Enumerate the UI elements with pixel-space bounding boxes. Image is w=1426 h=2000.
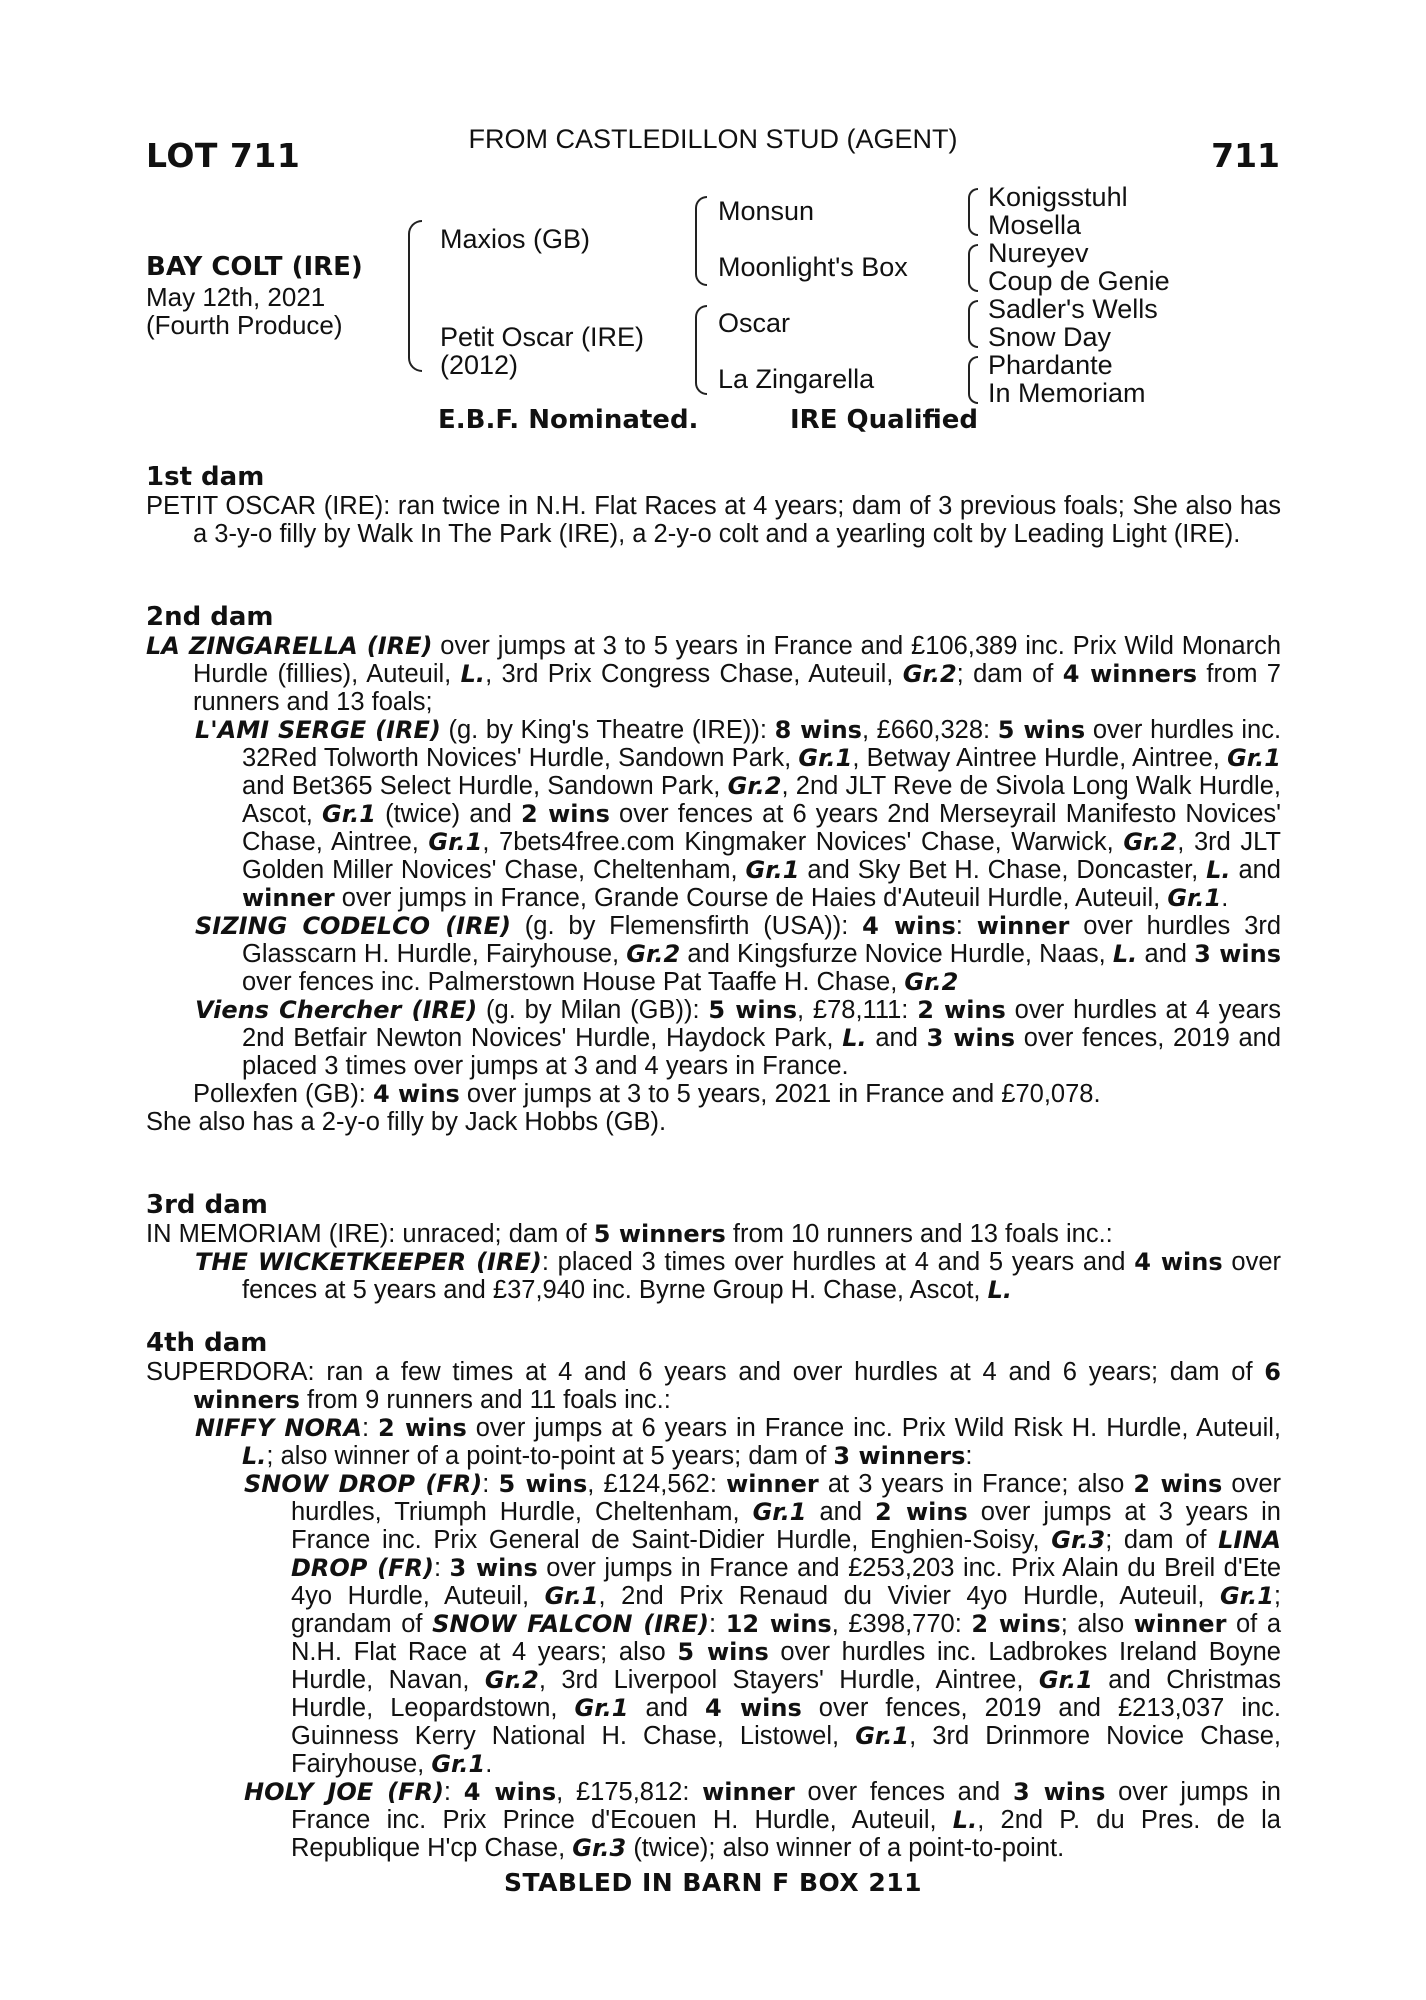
text-segment: over jumps at 6 years in France inc. Prix Wild Risk H. Hurdle, Auteuil, — [466, 1414, 1282, 1442]
bold-text: 2 wins — [875, 1498, 968, 1526]
text-segment: SUPERDORA: ran a few times at 4 and 6 years and over hurdles at 4 and 6 years; dam of — [146, 1358, 1265, 1386]
lot-number: 711 — [1211, 136, 1280, 175]
grade-text: Gr.2 — [727, 772, 782, 800]
text-segment: over fences and — [794, 1778, 1013, 1806]
first-dam-heading: 1st dam — [146, 462, 265, 492]
bold-text: winner — [1133, 1610, 1227, 1638]
ire-qualified: IRE Qualified — [790, 405, 979, 435]
pedigree-brace-g2 — [968, 244, 978, 292]
third-dam-heading: 3rd dam — [146, 1190, 268, 1220]
bold-text: 3 wins — [926, 1024, 1016, 1052]
text-segment: and Kingsfurze Novice Hurdle, Naas, — [680, 940, 1113, 968]
text-segment: : — [433, 1554, 450, 1582]
text-segment: from 7 runners and 13 foals; — [193, 660, 1281, 716]
bold-text: 4 wins — [705, 1694, 802, 1722]
text-segment: (g. by Milan (GB)): — [477, 996, 709, 1024]
text-segment: : — [361, 1414, 379, 1442]
bold-text: 4 wins — [372, 1080, 460, 1108]
text-segment: : — [709, 1610, 726, 1638]
bold-text: 6 winners — [193, 1358, 1281, 1414]
pedigree-brace-g3 — [968, 300, 978, 348]
bold-text: 12 wins — [725, 1610, 832, 1638]
text-segment: and Sky Bet H. Chase, Doncaster, — [799, 856, 1207, 884]
grade-text: Gr.3 — [1051, 1526, 1106, 1554]
horse-name-text: L'AMI SERGE (IRE) — [195, 716, 441, 744]
horse-name-text: HOLY JOE (FR) — [244, 1778, 444, 1806]
bold-text: 2 wins — [1133, 1470, 1223, 1498]
horse-name-text: SNOW DROP (FR) — [244, 1470, 483, 1498]
niffy-nora-entry — [146, 1414, 1281, 1470]
grade-text: L. — [460, 660, 486, 688]
text-segment: , 3rd Drinmore Novice Chase, Fairyhouse, — [291, 1722, 1281, 1778]
ebf-nominated: E.B.F. Nominated. — [438, 405, 699, 435]
bold-text: winner — [726, 1470, 819, 1498]
pedigree-g7: Phardante — [988, 350, 1113, 380]
text-segment: : — [955, 912, 977, 940]
holy-joe-entry — [146, 1778, 1281, 1862]
bold-text: 3 winners — [833, 1442, 966, 1470]
text-segment: over jumps at 3 to 5 years, 2021 in France and £70,078. — [459, 1080, 1101, 1108]
text-segment: , 7bets4free.com Kingmaker Novices' Chase, Warwick, — [482, 828, 1124, 856]
grade-text: L. — [242, 1442, 267, 1470]
in-memoriam-entry — [146, 1220, 1281, 1248]
bold-text: 4 winners — [1062, 660, 1198, 688]
fourth-dam-section — [146, 1358, 1281, 1862]
text-segment: from 10 runners and 13 foals inc.: — [725, 1220, 1113, 1248]
text-segment: Pollexfen (GB): — [193, 1080, 373, 1108]
horse-name-text: NIFFY NORA — [195, 1414, 362, 1442]
grade-text: Gr.2 — [626, 940, 681, 968]
fourth-dam-heading: 4th dam — [146, 1328, 268, 1358]
text-segment: : — [965, 1442, 973, 1470]
bold-text: 2 wins — [521, 800, 610, 828]
grade-text: Gr.3 — [572, 1834, 627, 1862]
text-segment: over fences inc. Palmerstown House Pat Taaffe H. Chase, — [242, 968, 905, 996]
pedigree-sire: Maxios (GB) — [440, 224, 591, 254]
text-segment: and — [628, 1694, 706, 1722]
grade-text: Gr.1 — [752, 1498, 807, 1526]
text-segment: over hurdles 3rd Glasscarn H. Hurdle, Fairyhouse, — [242, 912, 1282, 968]
grade-text: L. — [842, 1024, 867, 1052]
horse-produce: (Fourth Produce) — [146, 310, 343, 340]
text-segment: and Christmas Hurdle, Leopardstown, — [291, 1666, 1281, 1722]
text-segment: and — [1230, 856, 1281, 884]
text-segment: , Betway Aintree Hurdle, Aintree, — [852, 744, 1228, 772]
third-dam-section — [146, 1220, 1281, 1304]
bold-text: 5 wins — [708, 996, 797, 1024]
second-dam-section — [146, 632, 1281, 1136]
grade-text: Gr.2 — [484, 1666, 539, 1694]
bold-text: 4 wins — [463, 1778, 557, 1806]
grade-text: Gr.1 — [544, 1582, 599, 1610]
text-segment: of a N.H. Flat Race at 4 years; also — [291, 1610, 1282, 1666]
grade-text: L. — [987, 1276, 1013, 1304]
text-segment: , £124,562: — [587, 1470, 727, 1498]
text-segment: (g. by Flemensfirth (USA)): — [510, 912, 863, 940]
pollexfen-entry — [146, 1080, 1281, 1108]
horse-name-text: Viens Chercher (IRE) — [195, 996, 478, 1024]
la-zingarella-entry — [146, 632, 1281, 716]
grade-text: Gr.1 — [1038, 1666, 1093, 1694]
grade-text: Gr.1 — [431, 1750, 486, 1778]
horse-name-text: LA ZINGARELLA (IRE) — [146, 632, 433, 660]
text-segment: and Bet365 Select Hurdle, Sandown Park, — [242, 772, 728, 800]
pedigree-g3: Nureyev — [988, 238, 1089, 268]
wicketkeeper-entry — [146, 1248, 1281, 1304]
text-segment: (twice); also winner of a point-to-point. — [626, 1834, 1065, 1862]
bold-text: 5 winners — [593, 1220, 726, 1248]
pedigree-dam-year: (2012) — [440, 350, 519, 380]
text-segment: over fences at 5 years and £37,940 inc. Byrne Group H. Chase, Ascot, — [242, 1248, 1281, 1304]
bold-text: 4 wins — [862, 912, 956, 940]
bold-text: 3 wins — [449, 1554, 538, 1582]
text-segment: , 2nd Prix Renaud du Vivier 4yo Hurdle, Auteuil, — [598, 1582, 1220, 1610]
text-segment: over jumps at 3 to 5 years in France and £106,389 inc. Prix Wild Monarch Hurdle (fillies), Auteuil, — [193, 632, 1282, 688]
second-dam-also — [146, 1108, 1281, 1136]
pedigree-brace-g4 — [968, 356, 978, 404]
text-segment: and — [866, 1024, 927, 1052]
pedigree-brace-dam — [695, 305, 707, 395]
horse-name-text: SIZING CODELCO (IRE) — [195, 912, 511, 940]
text-segment: over fences, 2019 and placed 3 times over jumps at 3 and 4 years in France. — [242, 1024, 1282, 1080]
grade-text: Gr.2 — [904, 968, 959, 996]
pedigree-g6: Snow Day — [988, 322, 1112, 352]
grade-text: Gr.1 — [322, 800, 376, 828]
bold-text: winner — [242, 884, 335, 912]
grade-text: Gr.1 — [1167, 884, 1222, 912]
text-segment: , £398,770: — [831, 1610, 972, 1638]
bold-text: 3 wins — [1194, 940, 1282, 968]
text-segment: over hurdles inc. Ladbrokes Ireland Boyne Hurdle, Navan, — [291, 1638, 1281, 1694]
bold-text: winner — [702, 1778, 795, 1806]
sizing-codelco-entry — [146, 912, 1281, 996]
snow-drop-entry — [146, 1470, 1281, 1778]
text-segment: She also has a 2-y-o filly by Jack Hobbs (GB). — [146, 1108, 667, 1136]
horse-dob: May 12th, 2021 — [146, 282, 326, 312]
text-segment: , £78,111: — [797, 996, 918, 1024]
bold-text: 2 wins — [917, 996, 1006, 1024]
pedigree-dam: Petit Oscar (IRE) — [440, 322, 645, 352]
lami-serge-entry — [146, 716, 1281, 912]
text-segment: ; also — [1060, 1610, 1134, 1638]
grade-text: Gr.1 — [1219, 1582, 1274, 1610]
stabled-location: STABLED IN BARN F BOX 211 — [503, 1868, 923, 1897]
pedigree-dam-dam: La Zingarella — [718, 364, 875, 394]
text-segment: ; also winner of a point-to-point at 5 years; dam of — [266, 1442, 834, 1470]
grade-text: L. — [952, 1806, 978, 1834]
text-segment: , 2nd P. du Pres. de la Republique H'cp Chase, — [291, 1806, 1281, 1862]
pedigree-g4: Coup de Genie — [988, 266, 1170, 296]
text-segment: from 9 runners and 11 foals inc.: — [299, 1386, 671, 1414]
second-dam-heading: 2nd dam — [146, 602, 274, 632]
text-segment: over jumps in France and £253,203 inc. Prix Alain du Breil d'Ete 4yo Hurdle, Auteuil, — [291, 1554, 1281, 1610]
pedigree-sire-sire: Monsun — [718, 196, 815, 226]
text-segment: (twice) and — [375, 800, 522, 828]
grade-text: Gr.2 — [902, 660, 957, 688]
pedigree-dam-sire: Oscar — [718, 308, 791, 338]
pedigree-g2: Mosella — [988, 210, 1082, 240]
consignor: FROM CASTLEDILLON STUD (AGENT) — [468, 124, 958, 154]
text-segment: , 3rd Prix Congress Chase, Auteuil, — [485, 660, 903, 688]
bold-text: 5 wins — [677, 1638, 769, 1666]
grade-text: Gr.1 — [574, 1694, 629, 1722]
grade-text: Gr.1 — [1227, 744, 1281, 772]
grade-text: Gr.1 — [798, 744, 853, 772]
text-segment: over hurdles at 4 years 2nd Betfair Newton Novices' Hurdle, Haydock Park, — [242, 996, 1282, 1052]
superdora-entry — [146, 1358, 1281, 1414]
first-dam-section — [146, 492, 1281, 548]
text-segment: : — [482, 1470, 499, 1498]
horse-name-text: SNOW FALCON (IRE) — [432, 1610, 710, 1638]
pedigree-sire-dam: Moonlight's Box — [718, 252, 908, 282]
bold-text: 3 wins — [1012, 1778, 1106, 1806]
text-segment: , 3rd Liverpool Stayers' Hurdle, Aintree, — [538, 1666, 1039, 1694]
text-segment: ; dam of — [1105, 1526, 1219, 1554]
viens-chercher-entry — [146, 996, 1281, 1080]
bold-text: winner — [976, 912, 1070, 940]
grade-text: Gr.1 — [745, 856, 800, 884]
bold-text: 8 wins — [774, 716, 862, 744]
text-segment: , £660,328: — [861, 716, 998, 744]
text-segment: . — [485, 1750, 493, 1778]
text-segment: ; grandam of — [291, 1582, 1281, 1638]
text-segment: over jumps at 3 years in France inc. Prix General de Saint-Didier Hurdle, Enghien-Soisy, — [291, 1498, 1281, 1554]
bold-text: 5 wins — [997, 716, 1086, 744]
text-segment: : — [443, 1778, 464, 1806]
text-segment: , £175,812: — [556, 1778, 703, 1806]
bold-text: 2 wins — [378, 1414, 467, 1442]
grade-text: Gr.1 — [855, 1722, 910, 1750]
text-segment: and — [1137, 940, 1195, 968]
text-segment: over jumps in France inc. Prix Prince d'Ecouen H. Hurdle, Auteuil, — [291, 1778, 1281, 1834]
text-segment: . — [1221, 884, 1229, 912]
lot-label: LOT 711 — [146, 136, 301, 175]
text-segment: : placed 3 times over hurdles at 4 and 5 years and — [541, 1248, 1135, 1276]
text-segment: over hurdles, Triumph Hurdle, Cheltenham, — [291, 1470, 1281, 1526]
text-segment: (g. by King's Theatre (IRE)): — [440, 716, 775, 744]
horse-name: BAY COLT (IRE) — [146, 252, 363, 282]
text-segment: over jumps in France, Grande Course de Haies d'Auteuil Hurdle, Auteuil, — [334, 884, 1168, 912]
text-segment: , 3rd JLT Golden Miller Novices' Chase, Cheltenham, — [242, 828, 1281, 884]
grade-text: Gr.1 — [428, 828, 483, 856]
pedigree-brace-sire — [695, 196, 707, 286]
pedigree-brace-g1 — [968, 188, 978, 236]
pedigree-brace-main — [408, 220, 422, 372]
text-segment: over fences at 6 years 2nd Merseyrail Manifesto Novices' Chase, Aintree, — [242, 800, 1281, 856]
grade-text: Gr.2 — [1123, 828, 1178, 856]
text-segment: IN MEMORIAM (IRE): unraced; dam of — [146, 1220, 594, 1248]
text-segment: ; dam of — [956, 660, 1063, 688]
bold-text: 2 wins — [971, 1610, 1061, 1638]
horse-name-text: LINA DROP (FR) — [291, 1526, 1281, 1582]
bold-text: 5 wins — [498, 1470, 588, 1498]
text-segment: at 3 years in France; also — [818, 1470, 1134, 1498]
text-segment: over fences, 2019 and £213,037 inc. Guinness Kerry National H. Chase, Listowel, — [291, 1694, 1282, 1750]
text-segment: , 2nd JLT Reve de Sivola Long Walk Hurdle, Ascot, — [242, 772, 1281, 828]
first-dam-text: PETIT OSCAR (IRE): ran twice in N.H. Flat Races at 4 years; dam of 3 previous foals; She also has a 3-y-o filly by Walk In The Park (IRE), a 2-y-o colt and a yearling colt by Leading Light (IRE). — [146, 492, 1281, 548]
text-segment: and — [806, 1498, 876, 1526]
pedigree-g8: In Memoriam — [988, 378, 1146, 408]
pedigree-g1: Konigsstuhl — [988, 182, 1128, 212]
text-segment: over hurdles inc. 32Red Tolworth Novices' Hurdle, Sandown Park, — [242, 716, 1282, 772]
horse-name-text: THE WICKETKEEPER (IRE) — [195, 1248, 542, 1276]
grade-text: L. — [1112, 940, 1138, 968]
bold-text: 4 wins — [1134, 1248, 1223, 1276]
grade-text: L. — [1206, 856, 1231, 884]
pedigree-g5: Sadler's Wells — [988, 294, 1158, 324]
